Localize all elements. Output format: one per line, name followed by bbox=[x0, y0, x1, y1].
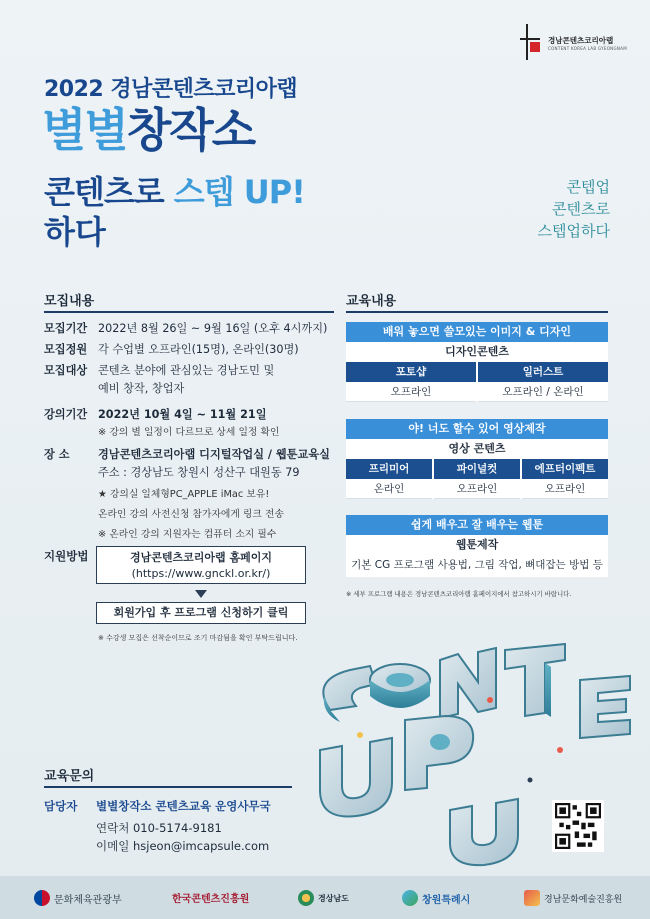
apply-note: ※ 수강생 모집은 선착순이므로 조기 마감됨을 확인 부탁드립니다. bbox=[98, 634, 298, 642]
target-label: 모집대상 bbox=[44, 364, 88, 377]
arrow-down-icon bbox=[195, 590, 207, 598]
education-note: ※ 세부 프로그램 내용은 경남콘텐츠코리아랩 홈페이지에서 참고하시기 바랍니다. bbox=[346, 590, 572, 598]
sponsor-logo bbox=[524, 890, 622, 906]
letter-e bbox=[580, 676, 630, 738]
contact-email: 이메일 hsjeon@imcapsule.com bbox=[96, 839, 270, 853]
education-divider bbox=[346, 311, 608, 313]
place-value bbox=[98, 446, 334, 544]
contact-phone: 연락처 010-5174-9181 bbox=[96, 821, 222, 835]
slogan-line: 콘텐츠로 bbox=[552, 200, 610, 218]
recruit-capacity-row bbox=[44, 341, 334, 359]
period-label: 모집기간 bbox=[44, 322, 88, 335]
course-name: 일러스트 bbox=[478, 362, 608, 382]
sponsor-logo bbox=[172, 890, 249, 905]
edu-block-webtoon bbox=[346, 515, 608, 577]
edu-body bbox=[346, 439, 608, 499]
target-line: 예비 창작, 창업자 bbox=[98, 382, 185, 395]
lecture-row bbox=[44, 406, 334, 442]
course-name: 에프터이펙트 bbox=[522, 459, 608, 479]
lecture-note: ※ 강의 별 일정이 다르므로 상세 일정 확인 bbox=[98, 427, 280, 438]
taegeuk-icon bbox=[34, 890, 50, 906]
place-name: 경남콘텐츠코리아랩 디지털작업실 / 웹툰교육실 bbox=[98, 448, 330, 461]
logo-name: 경남콘텐츠코리아랩 bbox=[548, 36, 614, 45]
edu-category: 웹툰제작 bbox=[455, 538, 499, 551]
contact-who-label: 담당자 bbox=[44, 799, 78, 813]
sponsor-footer bbox=[0, 876, 650, 919]
recruit-target-row bbox=[44, 362, 334, 398]
title-main-b: 창작소 bbox=[126, 103, 255, 157]
sponsor-name: 경상남도 bbox=[318, 893, 349, 903]
letter-p bbox=[405, 716, 473, 790]
course-mode: 온라인 bbox=[346, 479, 432, 499]
edu-course bbox=[346, 362, 476, 402]
side-slogan bbox=[538, 176, 610, 242]
edu-body bbox=[346, 535, 608, 577]
sponsor-logo bbox=[298, 890, 349, 906]
slogan-line: 콘텝업 bbox=[566, 178, 610, 196]
slogan-line: 스텝업하다 bbox=[537, 222, 610, 240]
course-mode: 오프라인 bbox=[434, 479, 520, 499]
sponsor-name: 창원특례시 bbox=[422, 894, 471, 906]
edu-course bbox=[520, 459, 608, 499]
edu-course bbox=[346, 459, 432, 499]
edu-category: 디자인콘텐츠 bbox=[445, 345, 509, 358]
sponsor-name: 경남문화예술진흥원 bbox=[544, 894, 623, 905]
sponsor-name: 한국콘텐츠진흥원 bbox=[172, 894, 250, 905]
edu-description: 기본 CG 프로그램 사용법, 그림 작업, 뼈대잡는 방법 등 bbox=[351, 559, 603, 571]
contact-heading: 교육문의 bbox=[44, 769, 95, 784]
edu-grid bbox=[346, 362, 608, 402]
sponsor-logo bbox=[34, 890, 122, 906]
qr-code-icon bbox=[552, 800, 604, 852]
place-label: 장 소 bbox=[44, 448, 70, 461]
title-main-a: 별별 bbox=[42, 103, 127, 157]
recruit-heading: 모집내용 bbox=[44, 294, 95, 309]
edu-course bbox=[476, 362, 608, 402]
letter-c bbox=[323, 666, 376, 722]
title-year: 2022 경남콘텐츠코리아랩 bbox=[44, 77, 298, 102]
gnckl-logo bbox=[520, 24, 630, 60]
course-mode: 오프라인 bbox=[522, 479, 608, 499]
target-value bbox=[98, 362, 334, 398]
changwon-icon bbox=[402, 890, 418, 906]
title-sub2: 하다 bbox=[44, 213, 106, 251]
edu-body bbox=[346, 342, 608, 402]
letter-n bbox=[440, 648, 496, 718]
homepage-url[interactable]: (https://www.gnckl.or.kr/) bbox=[131, 567, 271, 580]
period-value: 2022년 8월 26일 ~ 9월 16일 (오후 4시까지) bbox=[98, 322, 328, 335]
edu-block-video bbox=[346, 419, 608, 499]
course-name: 파이널컷 bbox=[434, 459, 520, 479]
course-name: 포토샵 bbox=[346, 362, 476, 382]
recruit-divider bbox=[44, 311, 334, 313]
edu-header: 쉽게 배우고 잘 배우는 웹툰 bbox=[346, 515, 608, 535]
title-main bbox=[42, 102, 254, 158]
edu-category: 영상 콘텐츠 bbox=[448, 442, 506, 455]
gyeongnam-icon bbox=[298, 890, 314, 906]
place-address: 주소 : 경상남도 창원시 성산구 대원동 79 bbox=[98, 466, 300, 479]
lecture-label: 강의기간 bbox=[44, 408, 88, 421]
place-row bbox=[44, 446, 334, 544]
logo-mark-icon bbox=[520, 24, 546, 60]
letter-o bbox=[370, 664, 430, 708]
online-note: 온라인 강의 사전신청 참가자에게 링크 전송 bbox=[98, 509, 284, 520]
recruit-period-row bbox=[44, 320, 334, 338]
title-sub1-a: 콘텐츠로 bbox=[44, 173, 174, 211]
sponsor-logo bbox=[402, 890, 470, 906]
signup-step-box: 회원가입 후 프로그램 신청하기 클릭 bbox=[96, 602, 306, 624]
edu-block-design bbox=[346, 322, 608, 402]
edu-header: 배워 놓으면 쓸모있는 이미지 & 디자인 bbox=[346, 322, 608, 342]
lecture-period: 2022년 10월 4일 ~ 11월 21일 bbox=[98, 408, 267, 421]
capacity-label: 모집정원 bbox=[44, 343, 88, 356]
letter-up bbox=[450, 799, 518, 865]
contact-org: 별별창작소 콘텐츠교육 운영사무국 bbox=[96, 799, 271, 813]
capacity-value: 각 수업별 오프라인(15명), 온라인(30명) bbox=[98, 343, 299, 356]
course-name: 프리미어 bbox=[346, 459, 432, 479]
gyeongnam-arts-icon bbox=[524, 890, 540, 906]
recruit-details bbox=[44, 320, 334, 544]
letter-t bbox=[505, 644, 565, 717]
equip-note: ★ 강의실 일체형PC_APPLE iMac 보유! bbox=[98, 489, 270, 500]
target-line: 콘텐츠 분야에 관심있는 경남도민 및 bbox=[98, 364, 275, 377]
edu-header: 야! 너도 할수 있어 영상제작 bbox=[346, 419, 608, 439]
apply-label: 지원방법 bbox=[44, 549, 89, 563]
lecture-value bbox=[98, 406, 334, 442]
course-mode: 오프라인 bbox=[346, 382, 476, 402]
letter-u bbox=[320, 738, 392, 816]
online-note: ※ 온라인 강의 지원자는 컴퓨터 소지 필수 bbox=[98, 529, 277, 540]
course-mode: 오프라인 / 온라인 bbox=[478, 382, 608, 402]
logo-subtitle: CONTENT KOREA LAB GYEONGNAM bbox=[548, 46, 627, 51]
homepage-box[interactable] bbox=[96, 546, 306, 584]
sponsor-name: 문화체육관광부 bbox=[54, 894, 122, 906]
title-sub1-b: 스텝 UP! bbox=[173, 173, 305, 211]
education-heading: 교육내용 bbox=[346, 294, 397, 309]
title-sub1 bbox=[44, 172, 305, 212]
edu-grid bbox=[346, 459, 608, 499]
edu-course bbox=[432, 459, 520, 499]
homepage-name: 경남콘텐츠코리아랩 홈페이지 bbox=[130, 551, 272, 564]
contact-divider bbox=[44, 786, 292, 788]
